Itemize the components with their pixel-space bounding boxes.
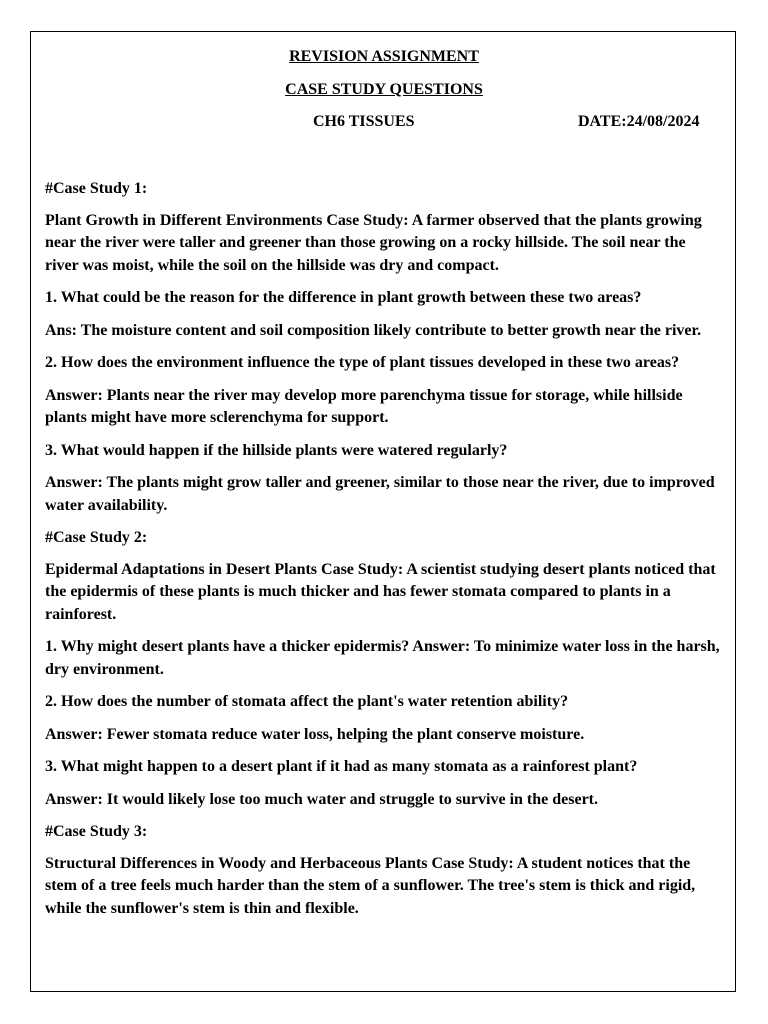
question: 3. What would happen if the hillside plants were watered regularly? [45, 441, 508, 459]
date-label: DATE:24/08/2024 [578, 113, 700, 130]
case-study-heading: #Case Study 2: [45, 529, 148, 546]
assignment-subtitle: CASE STUDY QUESTIONS [285, 81, 483, 98]
question: 3. What might happen to a desert plant if it had as many stomata as a rainforest plant? [45, 758, 638, 775]
answer: Answer: Fewer stomata reduce water loss, helping the plant conserve moisture. [45, 725, 585, 743]
chapter-label: CH6 TISSUES [313, 113, 415, 130]
case-study-heading: #Case Study 3: [45, 823, 148, 840]
case-study-description: Structural Differences in Woody and Herbaceous Plants Case Study: A student notices that the stem of a tree feels much harder than the stem of a sunflower. The tree's stem is thick and rigid, while the sunflower's stem is thin and flexible. [45, 854, 696, 917]
answer: Ans: The moisture content and soil composition likely contribute to better growth near the river. [45, 321, 702, 339]
answer: Answer: It would likely lose too much water and struggle to survive in the desert. [45, 790, 599, 808]
case-study-description: Epidermal Adaptations in Desert Plants Case Study: A scientist studying desert plants noticed that the epidermis of these plants is much thicker and has fewer stomata compared to plants in a rainforest. [45, 560, 716, 623]
question: 2. How does the number of stomata affect the plant's water retention ability? [45, 693, 569, 710]
document-body [45, 178, 723, 930]
answer: Answer: The plants might grow taller and greener, similar to those near the river, due to improved water availability. [45, 474, 715, 514]
question: 1. What could be the reason for the difference in plant growth between these two areas? [45, 289, 642, 306]
case-study-description: Plant Growth in Different Environments Case Study: A farmer observed that the plants growing near the river were taller and greener than those growing on a rocky hillside. The soil near the river was moist, while the soil on the hillside was dry and compact. [45, 211, 702, 274]
case-study-heading: #Case Study 1: [45, 180, 148, 197]
question: 2. How does the environment influence the type of plant tissues developed in these two areas? [45, 354, 680, 371]
assignment-title: REVISION ASSIGNMENT [289, 48, 479, 65]
question-answer: 1. Why might desert plants have a thicker epidermis? Answer: To minimize water loss in the harsh, dry environment. [45, 638, 720, 678]
answer: Answer: Plants near the river may develop more parenchyma tissue for storage, while hillside plants might have more sclerenchyma for support. [45, 386, 683, 426]
